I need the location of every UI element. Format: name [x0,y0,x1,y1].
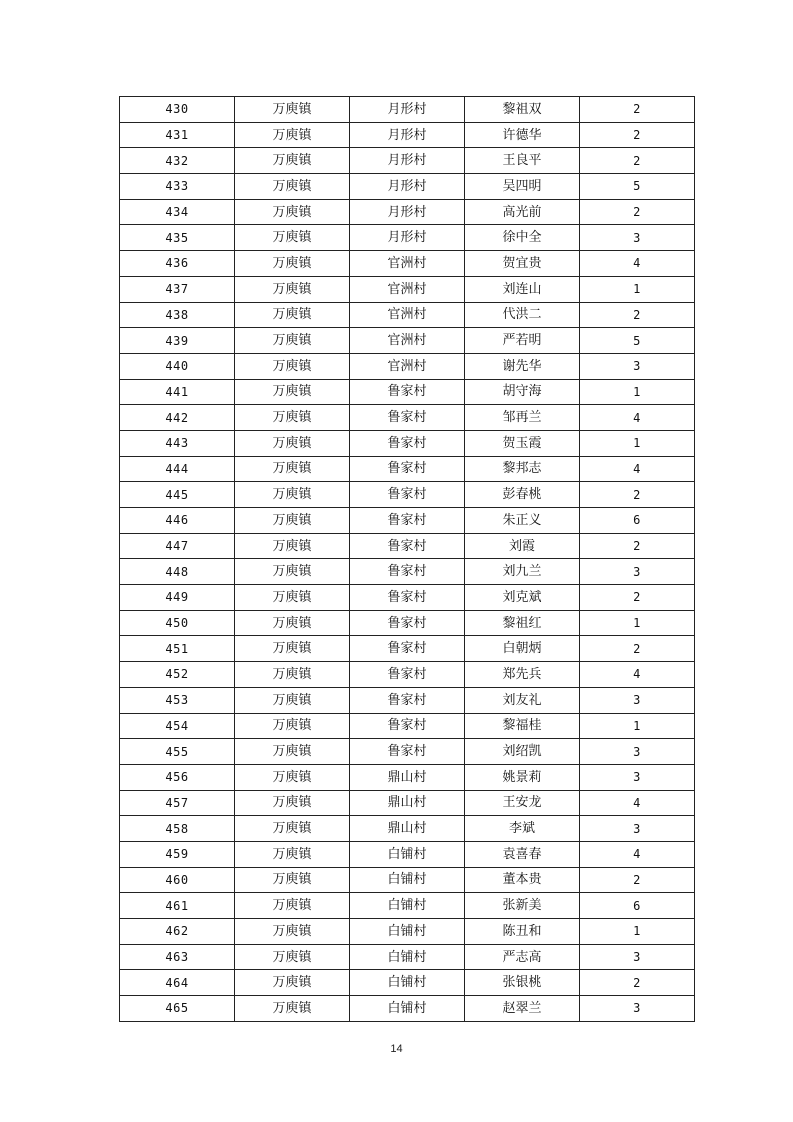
row-number-cell: 442 [120,405,235,431]
row-number-cell: 447 [120,533,235,559]
count-cell: 1 [580,919,695,945]
row-number-cell: 448 [120,559,235,585]
village-cell: 月形村 [350,122,465,148]
table-row [120,841,695,867]
village-cell: 鲁家村 [350,739,465,765]
table-row [120,636,695,662]
table-row [120,97,695,123]
name-cell: 袁喜春 [465,841,580,867]
page-number: 14 [390,1043,403,1055]
table-row [120,610,695,636]
town-cell: 万庾镇 [235,251,350,277]
name-cell: 李斌 [465,816,580,842]
village-cell: 白铺村 [350,944,465,970]
name-cell: 张银桃 [465,970,580,996]
records-table [119,96,695,1022]
row-number-cell: 437 [120,276,235,302]
count-cell: 1 [580,713,695,739]
count-cell: 2 [580,122,695,148]
row-number-cell: 454 [120,713,235,739]
table-row [120,225,695,251]
row-number-cell: 435 [120,225,235,251]
town-cell: 万庾镇 [235,456,350,482]
table-row [120,585,695,611]
town-cell: 万庾镇 [235,533,350,559]
name-cell: 赵翠兰 [465,996,580,1022]
village-cell: 鲁家村 [350,379,465,405]
name-cell: 贺玉霞 [465,430,580,456]
count-cell: 1 [580,276,695,302]
village-cell: 白铺村 [350,919,465,945]
town-cell: 万庾镇 [235,199,350,225]
village-cell: 鲁家村 [350,636,465,662]
name-cell: 吴四明 [465,174,580,200]
table-row [120,508,695,534]
village-cell: 官洲村 [350,328,465,354]
name-cell: 黎祖红 [465,610,580,636]
count-cell: 5 [580,174,695,200]
count-cell: 6 [580,508,695,534]
town-cell: 万庾镇 [235,508,350,534]
table-row [120,687,695,713]
row-number-cell: 434 [120,199,235,225]
village-cell: 鲁家村 [350,585,465,611]
table-row [120,482,695,508]
town-cell: 万庾镇 [235,790,350,816]
name-cell: 白朝炳 [465,636,580,662]
name-cell: 张新美 [465,893,580,919]
count-cell: 4 [580,456,695,482]
name-cell: 代洪二 [465,302,580,328]
name-cell: 董本贵 [465,867,580,893]
town-cell: 万庾镇 [235,739,350,765]
town-cell: 万庾镇 [235,610,350,636]
town-cell: 万庾镇 [235,225,350,251]
table-row [120,867,695,893]
name-cell: 刘友礼 [465,687,580,713]
count-cell: 1 [580,610,695,636]
row-number-cell: 461 [120,893,235,919]
town-cell: 万庾镇 [235,353,350,379]
row-number-cell: 430 [120,97,235,123]
village-cell: 鲁家村 [350,405,465,431]
town-cell: 万庾镇 [235,841,350,867]
name-cell: 黎邦志 [465,456,580,482]
name-cell: 王良平 [465,148,580,174]
town-cell: 万庾镇 [235,970,350,996]
town-cell: 万庾镇 [235,122,350,148]
village-cell: 白铺村 [350,970,465,996]
count-cell: 3 [580,559,695,585]
count-cell: 3 [580,764,695,790]
table-row [120,559,695,585]
count-cell: 4 [580,405,695,431]
row-number-cell: 441 [120,379,235,405]
table-row [120,353,695,379]
table-row [120,405,695,431]
count-cell: 2 [580,533,695,559]
village-cell: 白铺村 [350,893,465,919]
name-cell: 刘连山 [465,276,580,302]
row-number-cell: 455 [120,739,235,765]
row-number-cell: 443 [120,430,235,456]
name-cell: 刘霞 [465,533,580,559]
town-cell: 万庾镇 [235,379,350,405]
table-row [120,713,695,739]
village-cell: 鲁家村 [350,508,465,534]
row-number-cell: 445 [120,482,235,508]
table-row [120,328,695,354]
count-cell: 2 [580,585,695,611]
town-cell: 万庾镇 [235,585,350,611]
town-cell: 万庾镇 [235,919,350,945]
table-row [120,739,695,765]
row-number-cell: 440 [120,353,235,379]
count-cell: 3 [580,353,695,379]
row-number-cell: 439 [120,328,235,354]
count-cell: 2 [580,148,695,174]
table-row [120,379,695,405]
village-cell: 鲁家村 [350,713,465,739]
village-cell: 月形村 [350,199,465,225]
village-cell: 鼎山村 [350,790,465,816]
village-cell: 鲁家村 [350,456,465,482]
table-row [120,276,695,302]
town-cell: 万庾镇 [235,559,350,585]
village-cell: 白铺村 [350,867,465,893]
count-cell: 2 [580,97,695,123]
town-cell: 万庾镇 [235,713,350,739]
name-cell: 陈丑和 [465,919,580,945]
row-number-cell: 464 [120,970,235,996]
table-row [120,533,695,559]
count-cell: 3 [580,944,695,970]
row-number-cell: 438 [120,302,235,328]
name-cell: 刘绍凯 [465,739,580,765]
row-number-cell: 463 [120,944,235,970]
table-row [120,996,695,1022]
row-number-cell: 460 [120,867,235,893]
village-cell: 月形村 [350,97,465,123]
count-cell: 2 [580,636,695,662]
village-cell: 月形村 [350,225,465,251]
row-number-cell: 452 [120,662,235,688]
name-cell: 刘克斌 [465,585,580,611]
row-number-cell: 451 [120,636,235,662]
row-number-cell: 459 [120,841,235,867]
village-cell: 白铺村 [350,996,465,1022]
town-cell: 万庾镇 [235,687,350,713]
count-cell: 2 [580,199,695,225]
table-row [120,199,695,225]
table-row [120,430,695,456]
name-cell: 严志高 [465,944,580,970]
town-cell: 万庾镇 [235,174,350,200]
village-cell: 鲁家村 [350,533,465,559]
row-number-cell: 431 [120,122,235,148]
table-row [120,148,695,174]
table-row [120,919,695,945]
row-number-cell: 453 [120,687,235,713]
name-cell: 高光前 [465,199,580,225]
village-cell: 鼎山村 [350,764,465,790]
town-cell: 万庾镇 [235,867,350,893]
count-cell: 4 [580,841,695,867]
name-cell: 彭春桃 [465,482,580,508]
table-row [120,790,695,816]
village-cell: 白铺村 [350,841,465,867]
town-cell: 万庾镇 [235,405,350,431]
table-row [120,251,695,277]
village-cell: 鼎山村 [350,816,465,842]
table-row [120,816,695,842]
count-cell: 2 [580,302,695,328]
name-cell: 邹再兰 [465,405,580,431]
village-cell: 鲁家村 [350,610,465,636]
table-row [120,302,695,328]
table-row [120,944,695,970]
name-cell: 刘九兰 [465,559,580,585]
town-cell: 万庾镇 [235,764,350,790]
count-cell: 5 [580,328,695,354]
row-number-cell: 446 [120,508,235,534]
town-cell: 万庾镇 [235,893,350,919]
count-cell: 4 [580,251,695,277]
name-cell: 贺宜贵 [465,251,580,277]
table-row [120,970,695,996]
table-row [120,662,695,688]
row-number-cell: 436 [120,251,235,277]
name-cell: 徐中全 [465,225,580,251]
town-cell: 万庾镇 [235,816,350,842]
town-cell: 万庾镇 [235,276,350,302]
count-cell: 2 [580,970,695,996]
town-cell: 万庾镇 [235,996,350,1022]
village-cell: 官洲村 [350,276,465,302]
row-number-cell: 465 [120,996,235,1022]
town-cell: 万庾镇 [235,148,350,174]
count-cell: 3 [580,739,695,765]
count-cell: 6 [580,893,695,919]
town-cell: 万庾镇 [235,636,350,662]
count-cell: 2 [580,867,695,893]
village-cell: 鲁家村 [350,687,465,713]
town-cell: 万庾镇 [235,430,350,456]
count-cell: 3 [580,687,695,713]
village-cell: 月形村 [350,174,465,200]
row-number-cell: 450 [120,610,235,636]
village-cell: 官洲村 [350,353,465,379]
name-cell: 许德华 [465,122,580,148]
row-number-cell: 433 [120,174,235,200]
row-number-cell: 456 [120,764,235,790]
row-number-cell: 458 [120,816,235,842]
village-cell: 鲁家村 [350,430,465,456]
town-cell: 万庾镇 [235,482,350,508]
village-cell: 鲁家村 [350,482,465,508]
name-cell: 郑先兵 [465,662,580,688]
name-cell: 胡守海 [465,379,580,405]
name-cell: 姚景莉 [465,764,580,790]
table-row [120,174,695,200]
records-table-body [120,97,695,1022]
village-cell: 鲁家村 [350,662,465,688]
row-number-cell: 432 [120,148,235,174]
count-cell: 3 [580,996,695,1022]
count-cell: 4 [580,790,695,816]
row-number-cell: 449 [120,585,235,611]
count-cell: 1 [580,379,695,405]
count-cell: 1 [580,430,695,456]
count-cell: 3 [580,225,695,251]
name-cell: 黎祖双 [465,97,580,123]
village-cell: 官洲村 [350,251,465,277]
count-cell: 4 [580,662,695,688]
table-row [120,764,695,790]
town-cell: 万庾镇 [235,97,350,123]
row-number-cell: 444 [120,456,235,482]
town-cell: 万庾镇 [235,302,350,328]
table-row [120,122,695,148]
town-cell: 万庾镇 [235,662,350,688]
town-cell: 万庾镇 [235,328,350,354]
row-number-cell: 462 [120,919,235,945]
name-cell: 朱正义 [465,508,580,534]
table-row [120,456,695,482]
table-row [120,893,695,919]
village-cell: 官洲村 [350,302,465,328]
name-cell: 黎福桂 [465,713,580,739]
row-number-cell: 457 [120,790,235,816]
name-cell: 严若明 [465,328,580,354]
village-cell: 鲁家村 [350,559,465,585]
town-cell: 万庾镇 [235,944,350,970]
village-cell: 月形村 [350,148,465,174]
name-cell: 王安龙 [465,790,580,816]
count-cell: 2 [580,482,695,508]
name-cell: 谢先华 [465,353,580,379]
count-cell: 3 [580,816,695,842]
